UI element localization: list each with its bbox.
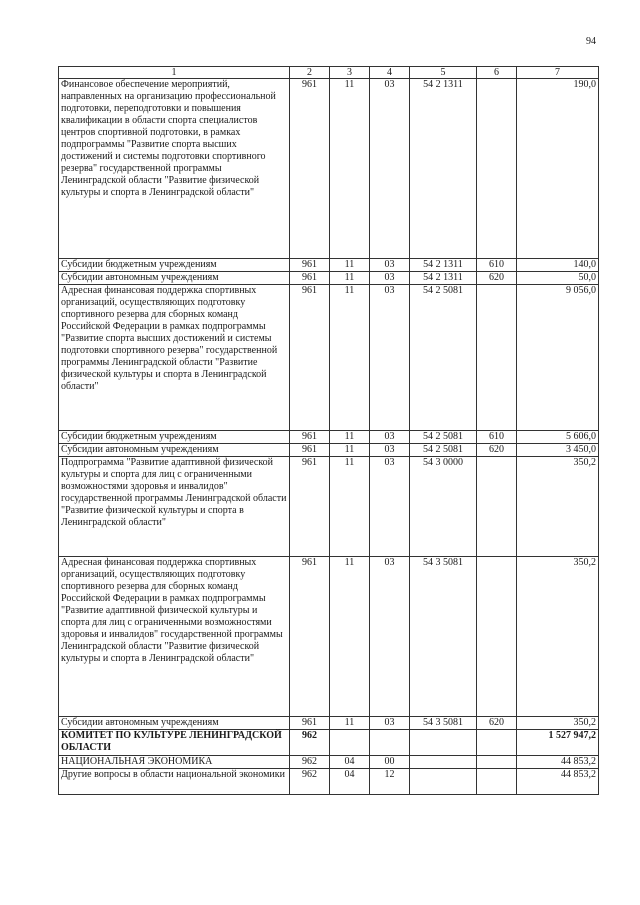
cell-subsection: 03 (370, 272, 410, 285)
cell-code: 961 (290, 717, 330, 730)
cell-target (410, 769, 477, 795)
budget-table (58, 66, 599, 795)
cell-amount: 3 450,0 (517, 444, 599, 457)
cell-target: 54 2 5081 (410, 444, 477, 457)
cell-section: 11 (330, 259, 370, 272)
cell-section: 11 (330, 444, 370, 457)
table-row (59, 769, 599, 795)
table-row (59, 431, 599, 444)
cell-section: 11 (330, 557, 370, 717)
row-description: Адресная финансовая поддержка спортивных организаций, осуществляющих подготовку спортивного резерва для сборных команд Российской Федерации в рамках подпрограммы "Развитие адаптивной физической культуры и спорта для лиц с ограниченными возможностями здоровья и инвалидов" государственной программы Ленинградской области "Развитие физической культуры и спорта в Ленинградской области" (59, 557, 290, 717)
header-cell: 6 (477, 67, 517, 79)
cell-amount: 9 056,0 (517, 285, 599, 431)
cell-section: 11 (330, 457, 370, 557)
cell-amount: 350,2 (517, 457, 599, 557)
cell-code: 961 (290, 431, 330, 444)
cell-subsection: 03 (370, 457, 410, 557)
header-cell: 7 (517, 67, 599, 79)
cell-code: 961 (290, 444, 330, 457)
cell-amount: 44 853,2 (517, 756, 599, 769)
cell-subsection: 03 (370, 285, 410, 431)
cell-code: 961 (290, 272, 330, 285)
header-cell: 2 (290, 67, 330, 79)
cell-amount: 1 527 947,2 (517, 730, 599, 756)
cell-target: 54 3 0000 (410, 457, 477, 557)
cell-target: 54 2 1311 (410, 259, 477, 272)
cell-subsection: 00 (370, 756, 410, 769)
table-row (59, 756, 599, 769)
cell-code: 961 (290, 259, 330, 272)
cell-target: 54 2 5081 (410, 431, 477, 444)
table-row (59, 717, 599, 730)
cell-expense-type: 610 (477, 431, 517, 444)
cell-expense-type: 620 (477, 444, 517, 457)
table-row (59, 557, 599, 717)
cell-target (410, 756, 477, 769)
header-cell: 3 (330, 67, 370, 79)
cell-target: 54 3 5081 (410, 717, 477, 730)
table-row (59, 259, 599, 272)
header-cell: 1 (59, 67, 290, 79)
table-row (59, 285, 599, 431)
cell-amount: 350,2 (517, 717, 599, 730)
cell-amount: 50,0 (517, 272, 599, 285)
table-row (59, 457, 599, 557)
cell-section: 11 (330, 79, 370, 259)
cell-code: 962 (290, 769, 330, 795)
row-description: Подпрограмма "Развитие адаптивной физической культуры и спорта для лиц с ограниченными возможностями здоровья и инвалидов" государственной программы Ленинградской области "Развитие физической культуры и спорта в Ленинградской области" (59, 457, 290, 557)
cell-expense-type (477, 769, 517, 795)
cell-target: 54 2 5081 (410, 285, 477, 431)
cell-expense-type (477, 285, 517, 431)
row-description: Финансовое обеспечение мероприятий, направленных на организацию профессиональной подготовки, переподготовки и повышения квалификации в области спорта специалистов центров спортивной подготовки, в рамках подпрограммы "Развитие спорта высших достижений и системы подготовки спортивного резерва" государственной программы Ленинградской области "Развитие физической культуры и спорта в Ленинградской области" (59, 79, 290, 259)
cell-amount: 190,0 (517, 79, 599, 259)
cell-subsection: 03 (370, 717, 410, 730)
cell-section: 04 (330, 756, 370, 769)
row-description: КОМИТЕТ ПО КУЛЬТУРЕ ЛЕНИНГРАДСКОЙ ОБЛАСТИ (59, 730, 290, 756)
row-description: Субсидии автономным учреждениям (59, 272, 290, 285)
cell-section (330, 730, 370, 756)
page-number: 94 (586, 36, 596, 47)
header-cell: 5 (410, 67, 477, 79)
cell-amount: 44 853,2 (517, 769, 599, 795)
cell-expense-type (477, 457, 517, 557)
cell-subsection: 03 (370, 444, 410, 457)
cell-expense-type (477, 79, 517, 259)
cell-code: 961 (290, 285, 330, 431)
table-row (59, 730, 599, 756)
row-description: Другие вопросы в области национальной экономики (59, 769, 290, 795)
cell-section: 11 (330, 431, 370, 444)
cell-target (410, 730, 477, 756)
cell-subsection: 03 (370, 557, 410, 717)
cell-section: 04 (330, 769, 370, 795)
cell-section: 11 (330, 272, 370, 285)
cell-code: 962 (290, 730, 330, 756)
cell-target: 54 2 1311 (410, 272, 477, 285)
cell-section: 11 (330, 717, 370, 730)
row-description: НАЦИОНАЛЬНАЯ ЭКОНОМИКА (59, 756, 290, 769)
row-description: Субсидии бюджетным учреждениям (59, 431, 290, 444)
row-description: Субсидии автономным учреждениям (59, 717, 290, 730)
cell-expense-type (477, 756, 517, 769)
cell-subsection: 03 (370, 259, 410, 272)
cell-code: 961 (290, 457, 330, 557)
cell-expense-type: 610 (477, 259, 517, 272)
cell-target: 54 2 1311 (410, 79, 477, 259)
cell-code: 961 (290, 557, 330, 717)
cell-expense-type (477, 557, 517, 717)
cell-amount: 350,2 (517, 557, 599, 717)
cell-amount: 5 606,0 (517, 431, 599, 444)
cell-subsection: 12 (370, 769, 410, 795)
cell-code: 961 (290, 79, 330, 259)
cell-code: 962 (290, 756, 330, 769)
cell-subsection: 03 (370, 79, 410, 259)
table-row (59, 272, 599, 285)
row-description: Субсидии бюджетным учреждениям (59, 259, 290, 272)
cell-expense-type: 620 (477, 717, 517, 730)
cell-expense-type (477, 730, 517, 756)
cell-subsection: 03 (370, 431, 410, 444)
row-description: Субсидии автономным учреждениям (59, 444, 290, 457)
header-row (59, 67, 599, 79)
cell-amount: 140,0 (517, 259, 599, 272)
row-description: Адресная финансовая поддержка спортивных организаций, осуществляющих подготовку спортивного резерва для сборных команд Российской Федерации в рамках подпрограммы "Развитие спорта высших достижений и системы подготовки спортивного резерва" государственной программы Ленинградской области "Развитие физической культуры и спорта в Ленинградской области" (59, 285, 290, 431)
cell-target: 54 3 5081 (410, 557, 477, 717)
header-cell: 4 (370, 67, 410, 79)
cell-subsection (370, 730, 410, 756)
cell-section: 11 (330, 285, 370, 431)
table-row (59, 79, 599, 259)
cell-expense-type: 620 (477, 272, 517, 285)
table-row (59, 444, 599, 457)
